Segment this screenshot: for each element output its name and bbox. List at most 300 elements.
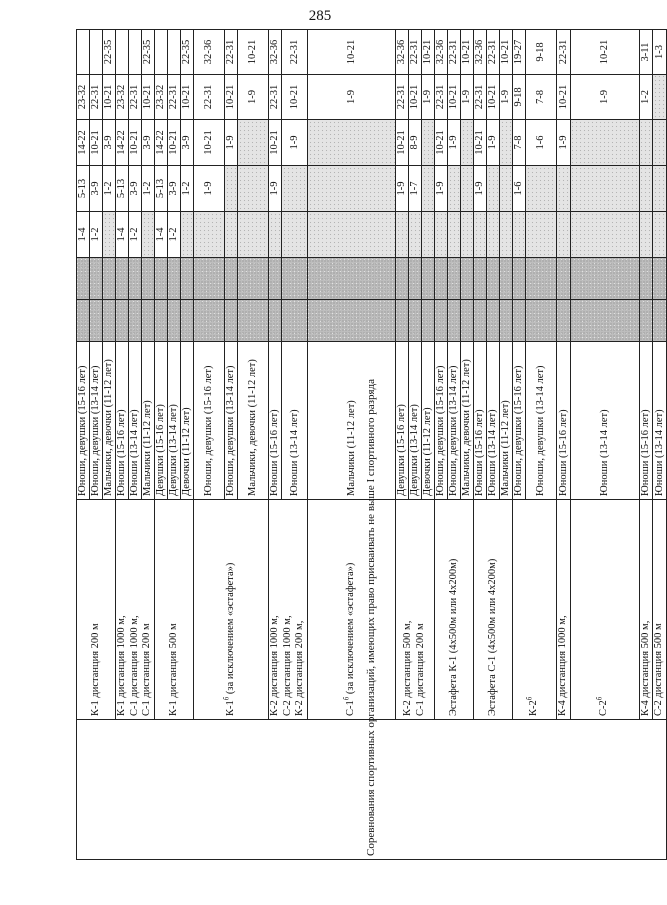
- rank-cell: [487, 258, 500, 300]
- rank-cell: [396, 258, 409, 300]
- rank-cell: 1-9: [487, 120, 500, 166]
- rank-cell: 1-4: [116, 212, 129, 258]
- category-line: [129, 503, 142, 716]
- rank-cell: [474, 300, 487, 342]
- age-group: Юноши, девушки (13-14 лет): [526, 342, 557, 500]
- rank-cell: [526, 258, 557, 300]
- rank-cell: 32-36: [194, 30, 225, 75]
- rank-cell: [422, 120, 435, 166]
- rank-cell: 10-21: [168, 120, 181, 166]
- rank-cell: [487, 166, 500, 212]
- category-text: С-1 дистанция 200 м: [415, 623, 426, 716]
- rank-cell: 7-8: [513, 120, 526, 166]
- age-group: Девочки (11-12 лет): [422, 342, 435, 500]
- rank-cell: [526, 212, 557, 258]
- rank-cell: [238, 300, 269, 342]
- category-text: С-1 дистанция 1000 м,: [128, 615, 140, 716]
- category-line: [282, 503, 295, 716]
- rank-cell: [639, 120, 653, 166]
- rank-cell: 10-21: [142, 75, 155, 120]
- rank-cell: [513, 258, 526, 300]
- rank-cell: 10-21: [129, 120, 142, 166]
- rank-cell: 1-9: [448, 120, 461, 166]
- rank-cell: 14-22: [116, 120, 129, 166]
- rank-cell: 1-2: [103, 166, 116, 212]
- age-group: Юноши (13-14 лет): [653, 342, 667, 500]
- rank-cell: [129, 258, 142, 300]
- rank-cell: 14-22: [77, 120, 90, 166]
- rank-cell: 10-21: [282, 75, 308, 120]
- rank-cell: 1-9: [570, 75, 639, 120]
- rank-cell: 1-6: [513, 166, 526, 212]
- rank-cell: [409, 300, 422, 342]
- rank-cell: [142, 258, 155, 300]
- rank-cell: 10-21: [238, 30, 269, 75]
- rank-cell: [500, 258, 513, 300]
- age-group: Юноши (15-16 лет): [557, 342, 571, 500]
- rank-cell: [653, 258, 667, 300]
- rank-cell: 1-2: [142, 166, 155, 212]
- age-group: Юноши, девушки (15-16 лет): [513, 342, 526, 500]
- rank-cell: 22-31: [474, 75, 487, 120]
- age-group: Юноши, девушки (13-14 лет): [90, 342, 103, 500]
- category-line: [557, 503, 570, 716]
- rank-cell: [653, 166, 667, 212]
- rank-cell: [639, 300, 653, 342]
- rank-cell: 1-3: [653, 30, 667, 75]
- rank-cell: [396, 212, 409, 258]
- rank-cell: [422, 166, 435, 212]
- rank-cell: [308, 212, 396, 258]
- rank-cell: 1-9: [282, 120, 308, 166]
- age-group: Юноши (15-16 лет): [116, 342, 129, 500]
- rank-cell: [181, 258, 194, 300]
- rank-cell: 1-9: [396, 166, 409, 212]
- category-line: [141, 503, 154, 716]
- age-group: Юноши (13-14 лет): [487, 342, 500, 500]
- rank-cell: [116, 30, 129, 75]
- rank-cell: 32-36: [396, 30, 409, 75]
- category-text: С-2 дистанция 1000 м,: [281, 615, 293, 716]
- rank-cell: 1-2: [168, 212, 181, 258]
- rank-cell: [225, 258, 238, 300]
- competition-category: [77, 500, 116, 720]
- rank-cell: [500, 300, 513, 342]
- rank-cell: 1-4: [155, 212, 168, 258]
- rank-cell: [103, 212, 116, 258]
- rank-cell: 10-21: [409, 75, 422, 120]
- rank-cell: [269, 212, 282, 258]
- rank-cell: [435, 212, 448, 258]
- rank-cell: [308, 300, 396, 342]
- rank-cell: 3-9: [90, 166, 103, 212]
- rank-cell: 22-35: [103, 30, 116, 75]
- rank-cell: 5-13: [77, 166, 90, 212]
- rank-cell: 3-9: [129, 166, 142, 212]
- rank-cell: 10-21: [487, 75, 500, 120]
- age-group: Юноши, девушки (15-16 лет): [77, 342, 90, 500]
- category-text: К-2 дистанция 1000 м,: [269, 615, 281, 716]
- category-text: К-4 дистанция 1000 м,: [557, 615, 568, 716]
- rank-cell: [168, 300, 181, 342]
- rank-cell: 22-31: [282, 30, 308, 75]
- rank-cell: [474, 212, 487, 258]
- rank-cell: 1-9: [474, 166, 487, 212]
- organization-label: Соревнования спортивных организаций, имеющих право присваивать не выше I спортивного разряда: [77, 720, 667, 860]
- rank-cell: 3-9: [142, 120, 155, 166]
- footnote-mark: б: [342, 696, 351, 701]
- category-line: [222, 503, 238, 716]
- category-suffix: (за исключением «эстафета»): [345, 562, 357, 697]
- rank-cell: [461, 258, 474, 300]
- competition-category: [396, 500, 435, 720]
- age-group: Мальчики, девочки (11-12 лет): [103, 342, 116, 500]
- rank-cell: 1-9: [557, 120, 571, 166]
- rank-cell: [448, 300, 461, 342]
- age-group: Девушки (15-16 лет): [155, 342, 168, 500]
- rank-cell: [238, 258, 269, 300]
- category-line: [116, 503, 129, 716]
- rank-cell: [461, 166, 474, 212]
- competition-category: [116, 500, 155, 720]
- rank-cell: 5-13: [155, 166, 168, 212]
- category-text: К-1 дистанция 1000 м,: [116, 615, 128, 716]
- category-text: К-1 дистанция 500 м: [167, 623, 179, 716]
- rank-cell: 1-9: [269, 166, 282, 212]
- rank-cell: 22-31: [557, 30, 571, 75]
- rank-cell: [570, 212, 639, 258]
- rank-cell: [282, 166, 308, 212]
- qualification-table: [76, 29, 667, 860]
- rank-cell: [461, 300, 474, 342]
- rank-cell: 10-21: [570, 30, 639, 75]
- rank-cell: 1-9: [225, 120, 238, 166]
- rank-cell: 14-22: [155, 120, 168, 166]
- rank-cell: 5-13: [116, 166, 129, 212]
- rank-cell: 10-21: [422, 30, 435, 75]
- rank-cell: [500, 120, 513, 166]
- rank-cell: [90, 30, 103, 75]
- rank-cell: [500, 166, 513, 212]
- rank-cell: 3-9: [181, 120, 194, 166]
- rank-cell: [225, 212, 238, 258]
- rank-cell: [116, 300, 129, 342]
- rank-cell: [155, 258, 168, 300]
- rank-cell: [142, 212, 155, 258]
- rank-cell: 22-35: [142, 30, 155, 75]
- age-group: Юноши (13-14 лет): [129, 342, 142, 500]
- rank-cell: [435, 258, 448, 300]
- rank-cell: [142, 300, 155, 342]
- rank-cell: [308, 258, 396, 300]
- category-line: [269, 503, 282, 716]
- rank-cell: 1-2: [129, 212, 142, 258]
- rank-cell: [570, 120, 639, 166]
- rank-cell: [422, 300, 435, 342]
- footnote-mark: б: [595, 696, 604, 701]
- competition-category: [653, 500, 667, 720]
- rank-cell: 32-36: [269, 30, 282, 75]
- rank-cell: 32-36: [435, 30, 448, 75]
- rank-cell: [500, 212, 513, 258]
- rank-cell: 1-9: [500, 75, 513, 120]
- rank-cell: 1-2: [90, 212, 103, 258]
- rank-cell: [90, 300, 103, 342]
- rank-cell: [570, 300, 639, 342]
- rank-cell: 10-21: [181, 75, 194, 120]
- category-text: К-1 дистанция 200 м: [89, 623, 101, 716]
- rank-cell: 10-21: [194, 120, 225, 166]
- category-text: С-1: [345, 700, 357, 716]
- competition-category: [570, 500, 639, 720]
- category-line: [653, 503, 666, 716]
- rotated-table-container: [76, 30, 665, 860]
- rank-cell: [409, 258, 422, 300]
- category-text: Эстафета К-1 (4х500м или 4х200м): [447, 558, 459, 716]
- rank-cell: [90, 258, 103, 300]
- age-group: Юноши, девушки (13-14 лет): [448, 342, 461, 500]
- rank-cell: [282, 212, 308, 258]
- rank-cell: 19-27: [513, 30, 526, 75]
- age-group: Юноши (13-14 лет): [570, 342, 639, 500]
- age-group: Мальчики (11-12 лет): [308, 342, 396, 500]
- rank-cell: 10-21: [557, 75, 571, 120]
- rank-cell: [653, 212, 667, 258]
- rank-cell: [557, 258, 571, 300]
- rank-cell: 1-9: [194, 166, 225, 212]
- rank-cell: [396, 300, 409, 342]
- rank-cell: 10-21: [90, 120, 103, 166]
- rank-cell: [282, 258, 308, 300]
- rank-cell: 10-21: [225, 75, 238, 120]
- rank-cell: [225, 300, 238, 342]
- age-group: Мальчики, девочки (11-12 лет): [238, 342, 269, 500]
- competition-category: [474, 500, 513, 720]
- rank-cell: [194, 212, 225, 258]
- rank-cell: [409, 212, 422, 258]
- age-group: Юноши (15-16 лет): [639, 342, 653, 500]
- rank-cell: 22-31: [409, 30, 422, 75]
- rank-cell: 1-2: [639, 75, 653, 120]
- competition-category: [194, 500, 269, 720]
- rank-cell: 10-21: [474, 120, 487, 166]
- table-row: [77, 30, 90, 860]
- rank-cell: 1-7: [409, 166, 422, 212]
- age-group: Мальчики, девочки (11-12 лет): [461, 342, 474, 500]
- age-group: Мальчики (11-12 лет): [142, 342, 155, 500]
- rank-cell: 1-2: [181, 166, 194, 212]
- rank-cell: [103, 300, 116, 342]
- rank-cell: 1-6: [526, 120, 557, 166]
- category-suffix: (за исключением «эстафета»): [224, 562, 236, 697]
- rank-cell: [513, 212, 526, 258]
- rank-cell: [129, 30, 142, 75]
- category-text: К-2 дистанция 500 м,: [402, 620, 414, 716]
- page-number: 285: [308, 8, 332, 24]
- rank-cell: [461, 120, 474, 166]
- age-group: Девушки (13-14 лет): [168, 342, 181, 500]
- rank-cell: [77, 30, 90, 75]
- rank-cell: [461, 212, 474, 258]
- rank-cell: [194, 300, 225, 342]
- rank-cell: [308, 120, 396, 166]
- rank-cell: 1-9: [461, 75, 474, 120]
- rank-cell: 3-9: [168, 166, 181, 212]
- category-line: [595, 503, 611, 716]
- rank-cell: [181, 212, 194, 258]
- rank-cell: 10-21: [461, 30, 474, 75]
- rank-cell: [435, 300, 448, 342]
- rank-cell: 23-32: [77, 75, 90, 120]
- rank-cell: 22-31: [487, 30, 500, 75]
- rank-cell: [639, 212, 653, 258]
- rank-cell: 10-21: [396, 120, 409, 166]
- category-text: К-4 дистанция 500 м,: [639, 620, 651, 716]
- rank-cell: [238, 120, 269, 166]
- rank-cell: [526, 300, 557, 342]
- rank-cell: [282, 300, 308, 342]
- category-text: К-2: [528, 700, 540, 716]
- rank-cell: [570, 258, 639, 300]
- rank-cell: [77, 300, 90, 342]
- age-group: Юноши, девушки (15-16 лет): [194, 342, 225, 500]
- rank-cell: [103, 258, 116, 300]
- category-line: [402, 503, 415, 716]
- category-line: [640, 503, 653, 716]
- rank-cell: [168, 258, 181, 300]
- rank-cell: 1-9: [308, 75, 396, 120]
- rank-cell: [526, 166, 557, 212]
- footnote-mark: б: [222, 696, 231, 701]
- category-line: [90, 503, 103, 716]
- rank-cell: 1-9: [435, 166, 448, 212]
- rank-cell: [269, 300, 282, 342]
- rank-cell: 22-31: [448, 30, 461, 75]
- rank-cell: [308, 166, 396, 212]
- rank-cell: [168, 30, 181, 75]
- rank-cell: [513, 300, 526, 342]
- competition-category: [639, 500, 653, 720]
- rank-cell: 22-31: [435, 75, 448, 120]
- rank-cell: [181, 300, 194, 342]
- category-line: [525, 503, 541, 716]
- rank-cell: [639, 166, 653, 212]
- rank-cell: 22-31: [396, 75, 409, 120]
- category-text: Эстафета С-1 (4х500м или 4х200м): [486, 558, 498, 716]
- category-line: [415, 503, 428, 716]
- competition-category: [435, 500, 474, 720]
- category-line: [448, 503, 461, 716]
- age-group: Юноши (15-16 лет): [269, 342, 282, 500]
- rank-cell: [557, 212, 571, 258]
- rank-cell: [474, 258, 487, 300]
- rank-cell: [570, 166, 639, 212]
- age-group: Юноши, девушки (13-14 лет): [225, 342, 238, 500]
- rank-cell: 8-9: [409, 120, 422, 166]
- rank-cell: 32-36: [474, 30, 487, 75]
- rank-cell: 22-31: [194, 75, 225, 120]
- rank-cell: 10-21: [308, 30, 396, 75]
- rank-cell: [448, 166, 461, 212]
- competition-category: [513, 500, 557, 720]
- footnote-mark: б: [525, 696, 534, 701]
- category-line: [342, 503, 358, 716]
- category-text: К-2 дистанция 200 м,: [294, 620, 306, 716]
- rank-cell: [269, 258, 282, 300]
- rank-cell: 10-21: [103, 75, 116, 120]
- rank-cell: 22-31: [269, 75, 282, 120]
- rank-cell: 22-31: [168, 75, 181, 120]
- rank-cell: 10-21: [435, 120, 448, 166]
- rank-cell: [116, 258, 129, 300]
- rank-cell: [487, 300, 500, 342]
- competition-category: [155, 500, 194, 720]
- rank-cell: [238, 166, 269, 212]
- category-line: [168, 503, 181, 716]
- rank-cell: 10-21: [500, 30, 513, 75]
- rank-cell: [194, 258, 225, 300]
- rank-cell: [653, 300, 667, 342]
- rank-cell: [448, 258, 461, 300]
- age-group: Юноши, девушки (15-16 лет): [435, 342, 448, 500]
- age-group: Мальчики (11-12 лет): [500, 342, 513, 500]
- rank-cell: [448, 212, 461, 258]
- rank-cell: [225, 166, 238, 212]
- competition-category: [557, 500, 571, 720]
- rank-cell: 22-35: [181, 30, 194, 75]
- rank-cell: 23-32: [155, 75, 168, 120]
- category-text: С-1 дистанция 200 м: [141, 623, 153, 716]
- competition-category: [308, 500, 396, 720]
- age-group: Девушки (13-14 лет): [409, 342, 422, 500]
- rank-cell: [557, 300, 571, 342]
- rank-cell: 10-21: [269, 120, 282, 166]
- rank-cell: 23-32: [116, 75, 129, 120]
- rank-cell: 9-18: [526, 30, 557, 75]
- rank-cell: 9-18: [513, 75, 526, 120]
- rank-cell: [422, 212, 435, 258]
- rank-cell: [155, 30, 168, 75]
- rank-cell: 3-11: [639, 30, 653, 75]
- rank-cell: [653, 120, 667, 166]
- age-group: Юноши (15-16 лет): [474, 342, 487, 500]
- age-group: Юноши (13-14 лет): [282, 342, 308, 500]
- age-group: Девочки (11-12 лет): [181, 342, 194, 500]
- rank-cell: 22-31: [129, 75, 142, 120]
- rank-cell: [639, 258, 653, 300]
- rank-cell: [487, 212, 500, 258]
- rank-cell: 1-4: [77, 212, 90, 258]
- rank-cell: [77, 258, 90, 300]
- rank-cell: 1-9: [422, 75, 435, 120]
- category-line: [487, 503, 500, 716]
- category-line: [294, 503, 307, 716]
- category-text: С-2 дистанция 500 м: [653, 623, 665, 716]
- rank-cell: 3-9: [103, 120, 116, 166]
- rank-cell: [129, 300, 142, 342]
- rank-cell: [653, 75, 667, 120]
- rank-cell: [557, 166, 571, 212]
- age-group: Девушки (15-16 лет): [396, 342, 409, 500]
- rank-cell: 22-31: [225, 30, 238, 75]
- rank-cell: 1-9: [238, 75, 269, 120]
- rank-cell: [422, 258, 435, 300]
- competition-category: [269, 500, 308, 720]
- rank-cell: [238, 212, 269, 258]
- rank-cell: 10-21: [448, 75, 461, 120]
- rank-cell: 22-31: [90, 75, 103, 120]
- category-text: К-1: [224, 700, 236, 716]
